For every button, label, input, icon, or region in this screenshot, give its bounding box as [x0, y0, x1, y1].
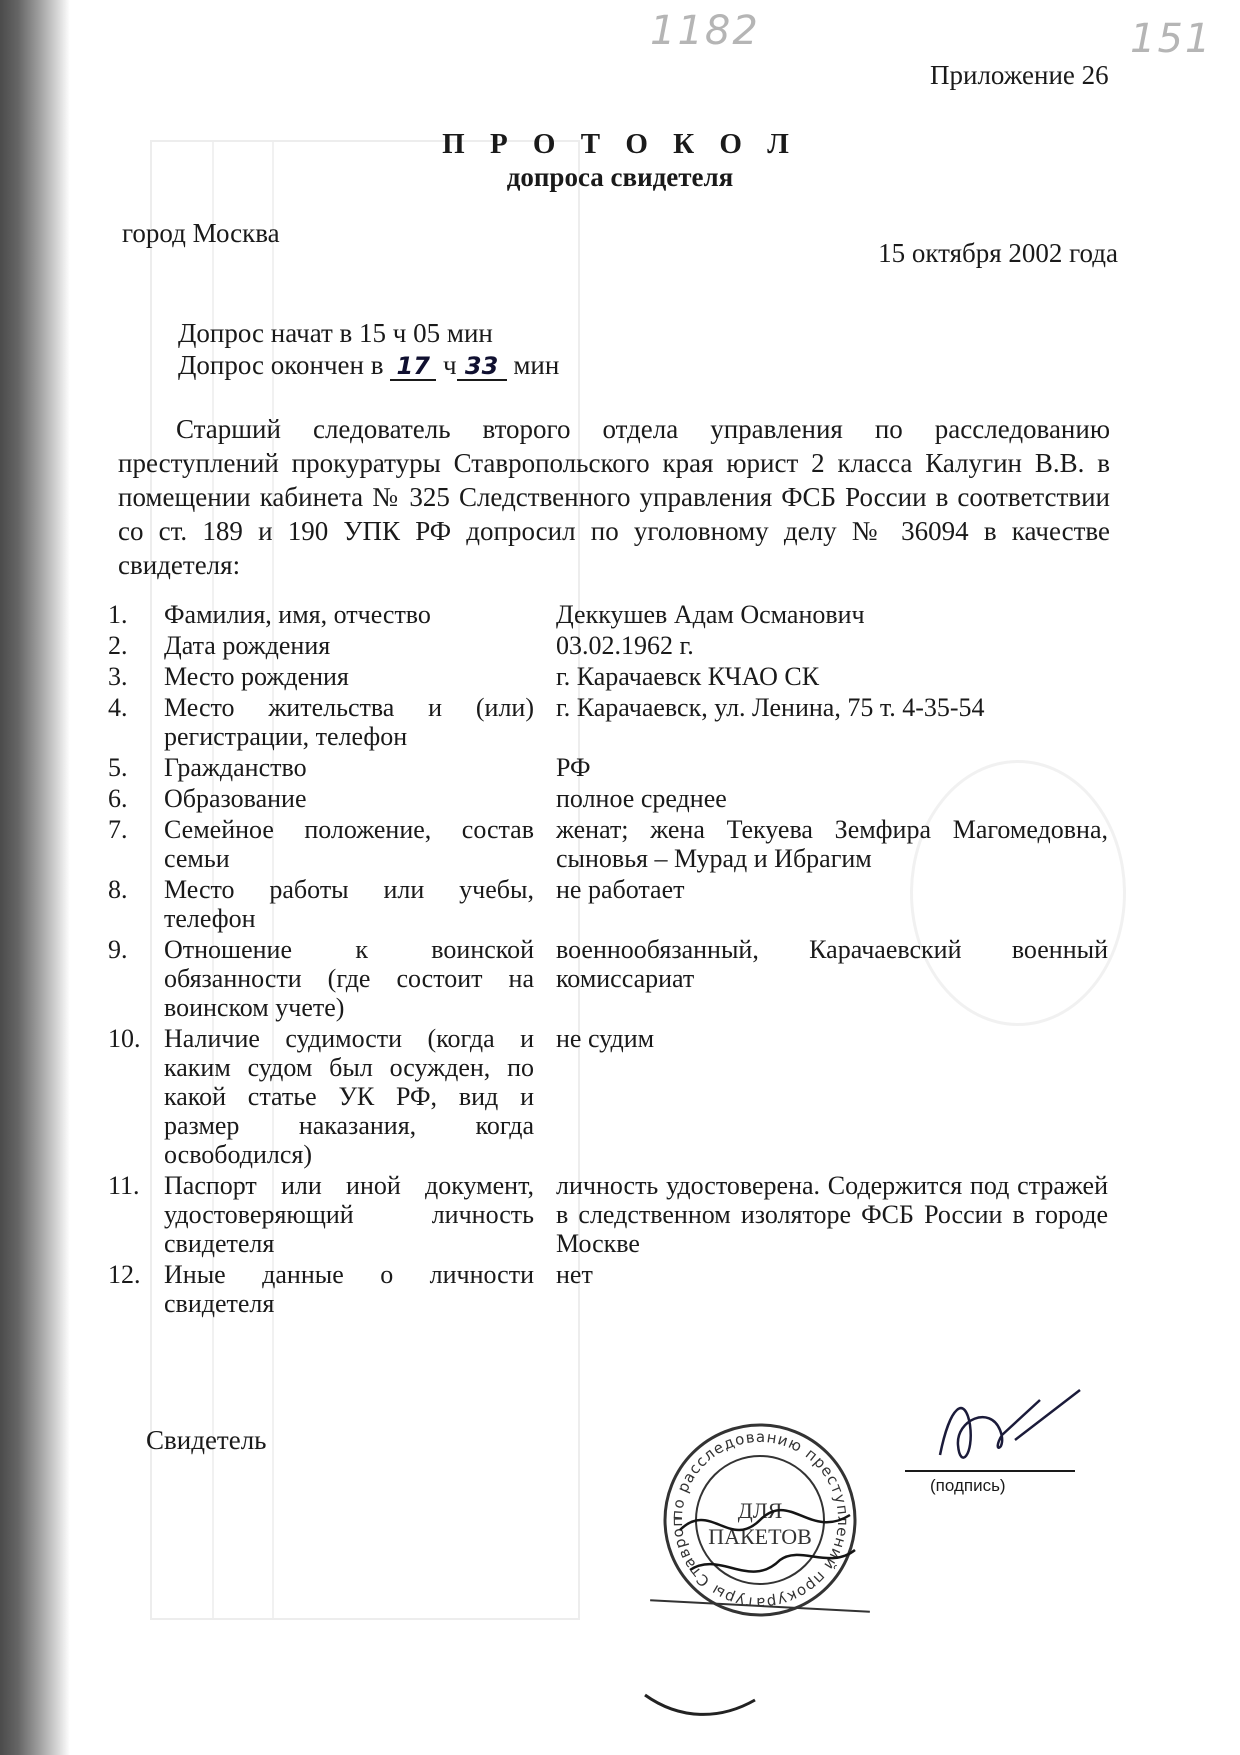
document-date: 15 октября 2002 года — [878, 238, 1118, 268]
scan-bottom-arc — [640, 1690, 760, 1725]
field-number: 10. — [108, 1024, 141, 1053]
interrogation-end-prefix: Допрос окончен в — [178, 350, 384, 380]
field-number: 5. — [108, 753, 128, 782]
field-label: Место рождения — [164, 662, 349, 691]
interrogation-start: Допрос начат в 15 ч 05 мин — [178, 318, 493, 348]
field-row — [108, 693, 1108, 751]
field-row — [108, 1171, 1108, 1258]
city: город Москва — [122, 218, 280, 248]
official-seal — [660, 1420, 860, 1625]
field-number: 8. — [108, 875, 128, 904]
field-row — [108, 1024, 1108, 1169]
signature-caption: (подпись) — [930, 1476, 1006, 1495]
field-row — [108, 935, 1108, 1022]
field-value: военнообязанный, Карачаевский военный комиссариат — [556, 935, 1108, 993]
field-number: 11. — [108, 1171, 140, 1200]
field-label: Паспорт или иной документ, удостоверяющий личность свидетеля — [164, 1171, 534, 1258]
field-row — [108, 631, 1108, 660]
interrogation-end — [178, 350, 559, 381]
field-value: г. Карачаевск, ул. Ленина, 75 т. 4-35-54 — [556, 693, 985, 722]
document-title: П Р О Т О К О Л — [442, 128, 798, 160]
field-row — [108, 1260, 1108, 1318]
field-number: 2. — [108, 631, 128, 660]
witness-fields-table — [108, 600, 1108, 1320]
field-value: г. Карачаевск КЧАО СК — [556, 662, 820, 691]
appendix-label: Приложение 26 — [930, 60, 1109, 90]
field-value: нет — [556, 1260, 593, 1289]
field-row — [108, 784, 1108, 813]
field-label: Семейное положение, состав семьи — [164, 815, 534, 873]
field-value: Деккушев Адам Османович — [556, 600, 865, 629]
field-value: личность удостоверена. Содержится под стражей в следственном изоляторе ФСБ России в городе Москве — [556, 1171, 1108, 1258]
field-value: не судим — [556, 1024, 655, 1053]
field-label: Место работы или учебы, телефон — [164, 875, 534, 933]
signature-line — [905, 1470, 1075, 1472]
field-value: полное среднее — [556, 784, 727, 813]
field-row — [108, 662, 1108, 691]
field-label: Образование — [164, 784, 307, 813]
intro-paragraph: Старший следователь второго отдела управления по расследованию преступлений прокуратуры Ставропольского края юрист 2 класса Калугин В.В. в помещении кабинета № 325 Следственного управления ФСБ России в соответствии со ст. 189 и 190 УПК РФ допросил по уголовному делу № 36094 в качестве свидетеля: — [118, 414, 1110, 580]
field-number: 12. — [108, 1260, 141, 1289]
field-value: женат; жена Текуева Земфира Магомедовна, сыновья – Мурад и Ибрагим — [556, 815, 1108, 873]
field-label: Гражданство — [164, 753, 307, 782]
field-number: 6. — [108, 784, 128, 813]
handwritten-sheet-number: 151 — [1130, 16, 1213, 62]
handwritten-signature — [930, 1385, 1090, 1480]
end-minutes-unit: мин — [513, 350, 560, 380]
field-row — [108, 875, 1108, 933]
field-number: 4. — [108, 693, 128, 722]
field-row — [108, 753, 1108, 782]
field-value: РФ — [556, 753, 591, 782]
witness-label: Свидетель — [146, 1425, 267, 1455]
end-hours-unit: ч — [442, 350, 457, 380]
field-label: Дата рождения — [164, 631, 331, 660]
field-label: Место жительства и (или) регистрации, телефон — [164, 693, 534, 751]
end-minutes-handwritten: 33 — [457, 353, 507, 381]
seal-ring-text: по расследованию преступлений прокуратуры Ставроп — [667, 1427, 853, 1613]
field-number: 1. — [108, 600, 128, 629]
document-subtitle: допроса свидетеля — [506, 162, 734, 192]
handwritten-page-mark: 1182 — [650, 8, 760, 54]
field-value: 03.02.1962 г. — [556, 631, 694, 660]
field-number: 7. — [108, 815, 128, 844]
field-label: Отношение к воинской обязанности (где состоит на воинском учете) — [164, 935, 534, 1022]
seal-center-line2: ПАКЕТОВ — [708, 1524, 812, 1549]
field-label: Иные данные о личности свидетеля — [164, 1260, 534, 1318]
end-hours-handwritten: 17 — [390, 353, 436, 381]
field-number: 9. — [108, 935, 128, 964]
field-number: 3. — [108, 662, 128, 691]
field-value: не работает — [556, 875, 685, 904]
field-label: Фамилия, имя, отчество — [164, 600, 431, 629]
seal-center-line1: ДЛЯ — [737, 1498, 783, 1523]
scan-shadow-edge — [0, 0, 70, 1755]
field-row — [108, 815, 1108, 873]
field-label: Наличие судимости (когда и каким судом был осужден, по какой статье УК РФ, вид и размер наказания, когда освободился) — [164, 1024, 534, 1169]
field-row — [108, 600, 1108, 629]
